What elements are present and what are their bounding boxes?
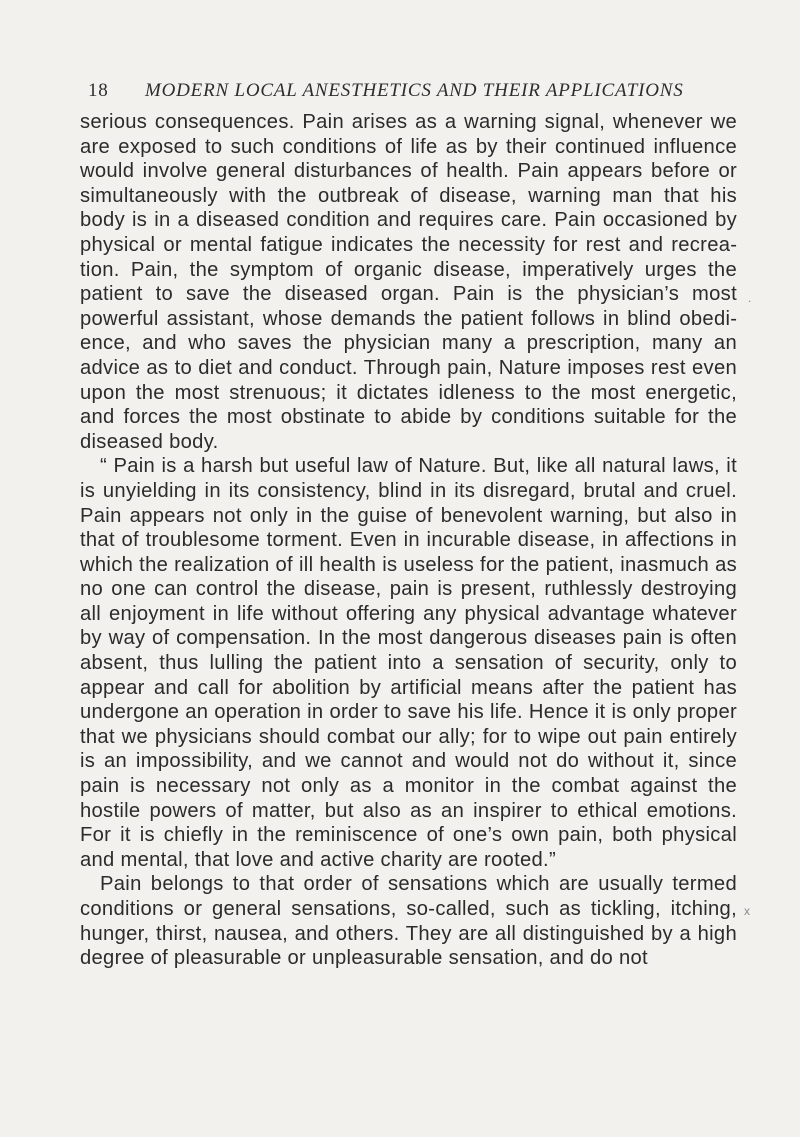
margin-mark: .	[748, 291, 752, 305]
paragraph-quotation: “ Pain is a harsh but useful law of Nature. But, like all natural laws, it is unyielding in its consistency, blind in its disregard, brutal and cruel. Pain appears not only in the guise of benevolent warning, but also in that of troublesome torment. Even in incurable disease, in affections in which the realization of ill health is useless for the patient, inasmuch as no one can control the disease, pain is present, ruthlessly destroying all enjoyment in life without offering any physical advantage whatever by way of compensation. In the most dangerous diseases pain is often absent, thus lulling the patient into a sensation of security, only to appear and call for abolition by artificial means after the patient has undergone an operation in order to save his life. Hence it is only proper that we physicians should combat our ally; for to wipe out pain entirely is an impossibility, and we cannot and would not do without it, since pain is necessary not only as a monitor in the combat against the hostile powers of matter, but also as an inspirer to ethical emotions. For it is chiefly in the reminiscence of one’s own pain, both physical and mental, that love and active charity are rooted.”	[80, 455, 737, 871]
running-head: MODERN LOCAL ANESTHETICS AND THEIR APPLICATIONS	[145, 80, 684, 101]
page-number: 18	[88, 80, 109, 101]
paragraph-sensations: Pain belongs to that order of sensations which are usually termed conditions or general sensations, so-called, such as tickling, itching, hunger, thirst, nausea, and others. They are all distinguished by a high degree of pleasurable or unpleasurable sensation, and do not	[80, 873, 737, 970]
margin-mark: x	[744, 904, 750, 918]
paragraph-continuation: serious consequences. Pain arises as a warning signal, whenever we are exposed to such conditions of life as by their continued influence would involve general disturbances of health. Pain appears before or simultaneously with the outbreak of disease, warning man that his body is in a diseased condition and requires care. Pain occasioned by physical or mental fatigue indicates the necessity for rest and recreation. Pain, the symptom of organic disease, imperatively urges the patient to save the diseased organ. Pain is the physician’s most powerful assistant, whose demands the patient follows in blind obedience, and who saves the physician many a prescription, many an advice as to diet and conduct. Through pain, Nature imposes rest even upon the most strenuous; it dictates idleness to the most energetic, and forces the most obstinate to abide by conditions suitable for the diseased body.	[80, 111, 737, 453]
page-header	[88, 80, 724, 104]
body-text	[80, 110, 737, 971]
